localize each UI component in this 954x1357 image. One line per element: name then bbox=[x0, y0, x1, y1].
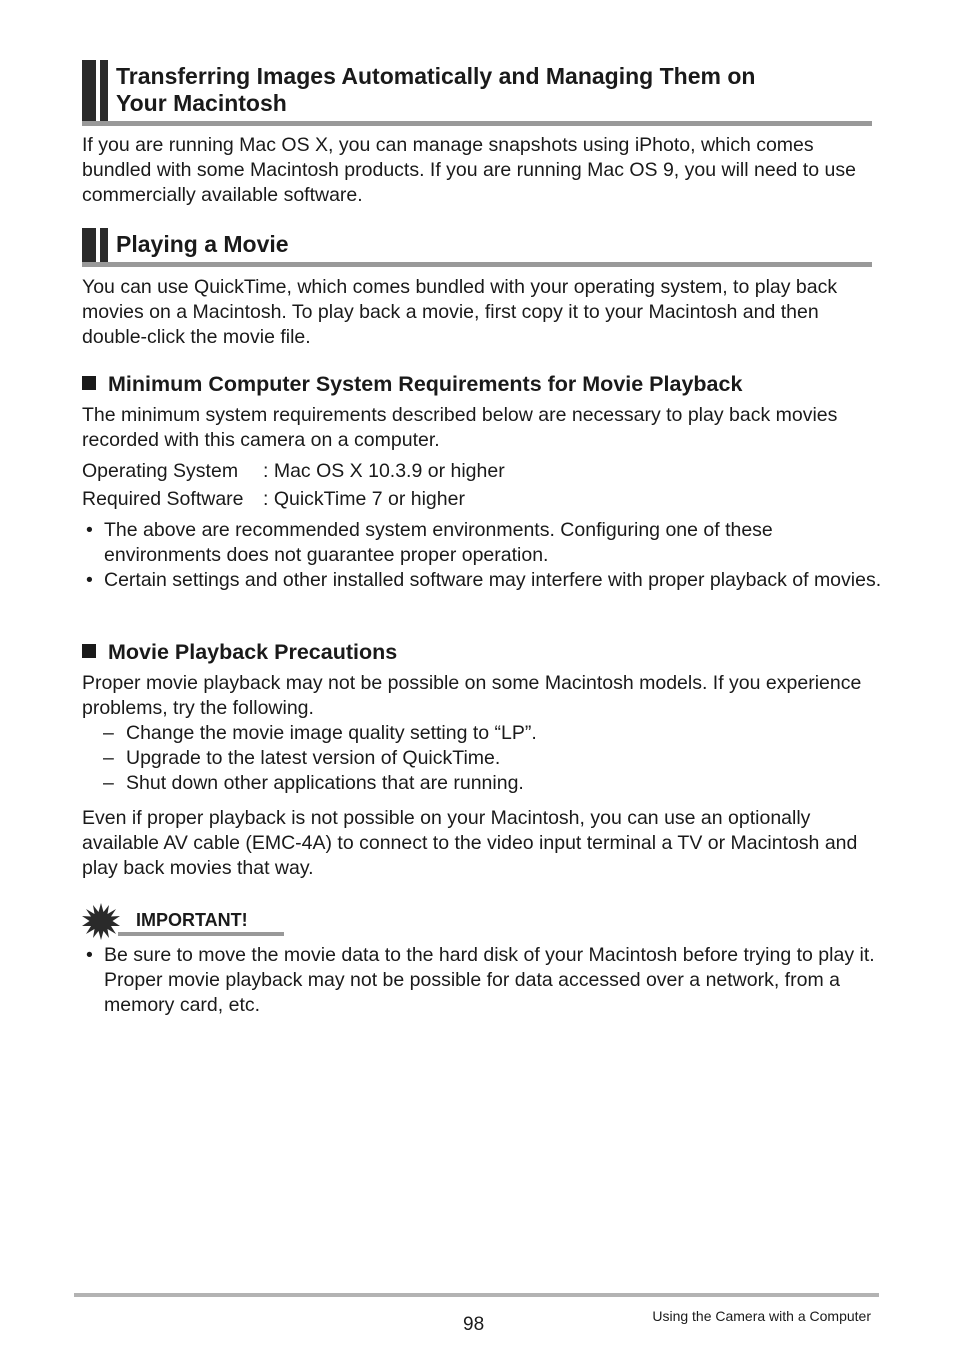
list-item bbox=[82, 518, 882, 568]
list-item bbox=[103, 721, 883, 746]
bullet-glyph: • bbox=[86, 519, 93, 541]
requirements-notes bbox=[82, 518, 882, 593]
transfer-body: If you are running Mac OS X, you can manage snapshots using iPhoto, which comes bundled with some Macintosh products. If you are running Mac OS 9, you will need to use commercially available software. bbox=[82, 134, 856, 206]
section-title-line: Transferring Images Automatically and Managing Them on bbox=[116, 63, 756, 89]
spec-row-os bbox=[82, 459, 505, 484]
bullet-glyph: • bbox=[86, 569, 93, 591]
list-item-text: Be sure to move the movie data to the hard disk of your Macintosh before trying to play it. Proper movie playback may not be possible for data accessed over a network, from a memory card, etc. bbox=[104, 944, 875, 1016]
dash-glyph: – bbox=[103, 747, 114, 769]
precautions-intro: Proper movie playback may not be possible on some Macintosh models. If you experience problems, try the following. bbox=[82, 672, 862, 719]
list-item bbox=[103, 771, 883, 796]
precautions-closing: Even if proper playback is not possible on your Macintosh, you can use an optionally available AV cable (EMC-4A) to connect to the video input terminal a TV or Macintosh and play back movies that way. bbox=[82, 807, 858, 879]
spec-value: : Mac OS X 10.3.9 or higher bbox=[263, 460, 505, 482]
list-item-text: Upgrade to the latest version of QuickTime. bbox=[126, 747, 501, 769]
section-heading-playing bbox=[82, 228, 872, 267]
square-bullet-icon bbox=[82, 644, 96, 658]
spec-row-software bbox=[82, 487, 465, 512]
dash-glyph: – bbox=[103, 722, 114, 744]
important-rule bbox=[118, 932, 284, 936]
page-number: 98 bbox=[463, 1314, 485, 1335]
list-item bbox=[82, 568, 882, 593]
requirements-intro: The minimum system requirements described below are necessary to play back movies recorded with this camera on a computer. bbox=[82, 404, 838, 451]
section-title-line: Your Macintosh bbox=[116, 90, 287, 116]
heading-marker-bar bbox=[82, 228, 96, 262]
section-title bbox=[116, 60, 872, 117]
list-item-text: The above are recommended system environments. Configuring one of these environments does not guarantee proper operation. bbox=[104, 519, 773, 566]
heading-marker-bar bbox=[82, 60, 96, 121]
precautions-heading-text: Movie Playback Precautions bbox=[108, 640, 398, 664]
list-item bbox=[103, 746, 883, 771]
playing-body: You can use QuickTime, which comes bundled with your operating system, to play back movies on a Macintosh. To play back a movie, first copy it to your Macintosh and then double-click the movie file. bbox=[82, 276, 838, 348]
important-notes bbox=[82, 943, 882, 1018]
precautions-steps bbox=[103, 721, 883, 796]
requirements-heading-text: Minimum Computer System Requirements for Movie Playback bbox=[108, 372, 743, 396]
list-item-text: Change the movie image quality setting to “LP”. bbox=[126, 722, 537, 744]
list-item bbox=[82, 943, 882, 1018]
footer-rule bbox=[74, 1293, 879, 1297]
list-item-text: Shut down other applications that are running. bbox=[126, 772, 524, 794]
chapter-label: Using the Camera with a Computer bbox=[652, 1308, 871, 1324]
starburst-icon bbox=[82, 903, 120, 941]
requirements-heading bbox=[82, 371, 882, 397]
spec-label: Operating System bbox=[82, 460, 239, 482]
important-label: IMPORTANT! bbox=[136, 910, 248, 930]
important-callout bbox=[82, 903, 292, 937]
square-bullet-icon bbox=[82, 376, 96, 390]
section-title: Playing a Movie bbox=[116, 231, 289, 257]
dash-glyph: – bbox=[103, 772, 114, 794]
heading-marker-bar bbox=[100, 60, 108, 121]
precautions-heading bbox=[82, 639, 882, 665]
spec-value: : QuickTime 7 or higher bbox=[263, 488, 465, 510]
section-heading-transfer bbox=[82, 60, 872, 126]
bullet-glyph: • bbox=[86, 944, 93, 966]
heading-marker-bar bbox=[100, 228, 108, 262]
spec-label: Required Software bbox=[82, 488, 244, 510]
list-item-text: Certain settings and other installed software may interfere with proper playback of movies. bbox=[104, 569, 882, 591]
